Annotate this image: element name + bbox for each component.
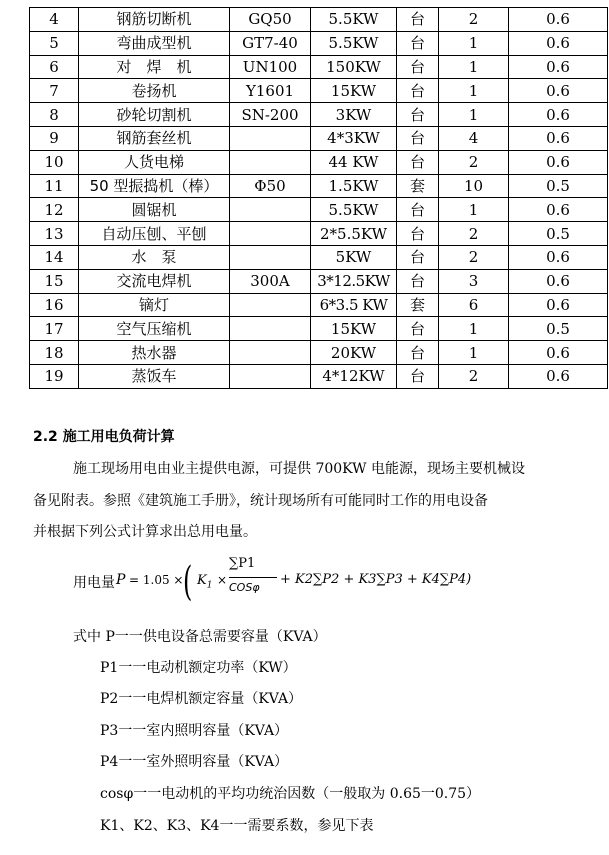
cell-coef: 0.6 <box>509 364 608 388</box>
cell-unit: 台 <box>397 150 439 174</box>
cell-no: 12 <box>30 198 79 222</box>
cell-name: 对 焊 机 <box>79 55 230 79</box>
cell-name: 水 泵 <box>79 245 230 269</box>
cell-no: 9 <box>30 126 79 150</box>
cell-power: 6*3.5 KW <box>311 293 397 317</box>
cell-unit: 台 <box>397 269 439 293</box>
cell-no: 7 <box>30 79 79 103</box>
formula-k1: $K_1$ <box>197 573 213 591</box>
cell-model <box>230 198 311 222</box>
formula-times: × <box>217 573 228 587</box>
cell-coef: 0.6 <box>509 269 608 293</box>
section-title: 施工用电负荷计算 <box>62 429 175 445</box>
cell-name: 空气压缩机 <box>79 317 230 341</box>
cell-model <box>230 317 311 341</box>
cell-model: 300A <box>230 269 311 293</box>
table-row <box>30 103 608 127</box>
cell-no: 18 <box>30 341 79 365</box>
cell-name: 自动压刨、平刨 <box>79 222 230 246</box>
cell-qty: 1 <box>439 198 509 222</box>
cell-model <box>230 222 311 246</box>
cell-no: 15 <box>30 269 79 293</box>
definition-line: 式中 P一一供电设备总需要容量（KVA） <box>73 629 327 645</box>
cell-model <box>230 341 311 365</box>
table-row <box>30 364 608 388</box>
cell-unit: 套 <box>397 174 439 198</box>
cell-qty: 1 <box>439 55 509 79</box>
cell-power: 15KW <box>311 317 397 341</box>
cell-no: 8 <box>30 103 79 127</box>
cell-unit: 台 <box>397 126 439 150</box>
cell-model: SN-200 <box>230 103 311 127</box>
cell-unit: 台 <box>397 341 439 365</box>
cell-unit: 台 <box>397 8 439 32</box>
cell-power: 4*12KW <box>311 364 397 388</box>
cell-unit: 台 <box>397 198 439 222</box>
cell-unit: 台 <box>397 245 439 269</box>
paragraph-line-1: 施工现场用电由业主提供电源，可提供 700KW 电能源，现场主要机械设 <box>73 461 525 477</box>
cell-power: 2*5.5KW <box>311 222 397 246</box>
cell-name: 蒸饭车 <box>79 364 230 388</box>
cell-unit: 台 <box>397 31 439 55</box>
cell-no: 17 <box>30 317 79 341</box>
cell-coef: 0.5 <box>509 174 608 198</box>
cell-no: 5 <box>30 31 79 55</box>
definition-line: P4一一室外照明容量（KVA） <box>100 754 289 770</box>
cell-qty: 1 <box>439 317 509 341</box>
cell-qty: 2 <box>439 150 509 174</box>
cell-coef: 0.5 <box>509 222 608 246</box>
table-row <box>30 341 608 365</box>
cell-qty: 1 <box>439 341 509 365</box>
cell-unit: 套 <box>397 293 439 317</box>
cell-model <box>230 364 311 388</box>
cell-name: 圆锯机 <box>79 198 230 222</box>
cell-coef: 0.6 <box>509 8 608 32</box>
cell-name: 砂轮切割机 <box>79 103 230 127</box>
cell-qty: 10 <box>439 174 509 198</box>
cell-no: 14 <box>30 245 79 269</box>
paragraph-line-3: 并根据下列公式计算求出总用电量。 <box>33 524 257 540</box>
table-row <box>30 126 608 150</box>
cell-name: 人货电梯 <box>79 150 230 174</box>
cell-no: 6 <box>30 55 79 79</box>
table-row <box>30 198 608 222</box>
formula-numerator: ∑P1 <box>229 556 256 571</box>
formula-prefix: 用电量 <box>73 575 115 591</box>
cell-coef: 0.6 <box>509 245 608 269</box>
cell-model <box>230 126 311 150</box>
cell-no: 19 <box>30 364 79 388</box>
cell-unit: 台 <box>397 55 439 79</box>
cell-coef: 0.6 <box>509 79 608 103</box>
cell-coef: 0.5 <box>509 317 608 341</box>
cell-name: 卷扬机 <box>79 79 230 103</box>
definition-line: K1、K2、K3、K4一一需要系数，参见下表 <box>100 818 374 834</box>
table-row <box>30 150 608 174</box>
formula-p: P <box>116 572 126 588</box>
cell-coef: 0.6 <box>509 150 608 174</box>
definition-line: P2一一电焊机额定容量（KVA） <box>100 691 303 707</box>
definition-line: cosφ一一电动机的平均功统治因数（一般取为 0.65一0.75） <box>100 786 481 802</box>
cell-power: 5.5KW <box>311 198 397 222</box>
cell-qty: 2 <box>439 245 509 269</box>
cell-qty: 2 <box>439 8 509 32</box>
section-number: 2.2 <box>33 429 58 445</box>
cell-no: 4 <box>30 8 79 32</box>
formula-equals: = 1.05 × <box>129 573 184 587</box>
table-row <box>30 317 608 341</box>
table-row <box>30 245 608 269</box>
cell-name: 50 型振捣机（棒） <box>79 174 230 198</box>
cell-model: UN100 <box>230 55 311 79</box>
section-heading <box>33 426 175 446</box>
cell-power: 5KW <box>311 245 397 269</box>
formula-rest: + K2∑P2 + K3∑P3 + K4∑P4) <box>280 572 472 587</box>
cell-power: 4*3KW <box>311 126 397 150</box>
cell-power: 3KW <box>311 103 397 127</box>
cell-unit: 台 <box>397 364 439 388</box>
cell-qty: 1 <box>439 103 509 127</box>
cell-power: 3*12.5KW <box>311 269 397 293</box>
table-row <box>30 174 608 198</box>
table-row <box>30 55 608 79</box>
cell-model: Φ50 <box>230 174 311 198</box>
table-row <box>30 293 608 317</box>
cell-coef: 0.6 <box>509 126 608 150</box>
equipment-table <box>29 7 608 389</box>
cell-power: 5.5KW <box>311 31 397 55</box>
cell-qty: 1 <box>439 31 509 55</box>
cell-unit: 台 <box>397 222 439 246</box>
cell-no: 10 <box>30 150 79 174</box>
cell-power: 20KW <box>311 341 397 365</box>
table-row <box>30 79 608 103</box>
cell-coef: 0.6 <box>509 293 608 317</box>
cell-qty: 2 <box>439 222 509 246</box>
definition-line: P3一一室内照明容量（KVA） <box>100 723 289 739</box>
definition-line: P1一一电动机额定功率（KW） <box>100 660 297 676</box>
cell-qty: 1 <box>439 79 509 103</box>
table-row <box>30 269 608 293</box>
cell-no: 16 <box>30 293 79 317</box>
cell-name: 交流电焊机 <box>79 269 230 293</box>
cell-power: 150KW <box>311 55 397 79</box>
cell-coef: 0.6 <box>509 341 608 365</box>
cell-qty: 4 <box>439 126 509 150</box>
table-row <box>30 31 608 55</box>
cell-qty: 3 <box>439 269 509 293</box>
cell-qty: 6 <box>439 293 509 317</box>
cell-power: 1.5KW <box>311 174 397 198</box>
cell-coef: 0.6 <box>509 198 608 222</box>
power-formula <box>73 556 493 612</box>
cell-no: 13 <box>30 222 79 246</box>
cell-name: 镝灯 <box>79 293 230 317</box>
cell-qty: 2 <box>439 364 509 388</box>
formula-denominator: COSφ <box>229 581 260 594</box>
cell-unit: 台 <box>397 317 439 341</box>
cell-unit: 台 <box>397 79 439 103</box>
table-row <box>30 8 608 32</box>
cell-power: 5.5KW <box>311 8 397 32</box>
cell-model: GT7-40 <box>230 31 311 55</box>
cell-coef: 0.6 <box>509 55 608 79</box>
cell-coef: 0.6 <box>509 103 608 127</box>
cell-model <box>230 150 311 174</box>
cell-model: Y1601 <box>230 79 311 103</box>
cell-name: 钢筋套丝机 <box>79 126 230 150</box>
cell-coef: 0.6 <box>509 31 608 55</box>
cell-name: 弯曲成型机 <box>79 31 230 55</box>
cell-model <box>230 245 311 269</box>
cell-unit: 台 <box>397 103 439 127</box>
cell-power: 44 KW <box>311 150 397 174</box>
cell-name: 钢筋切断机 <box>79 8 230 32</box>
paragraph-line-2: 备见附表。参照《建筑施工手册》，统计现场所有可能同时工作的用电设备 <box>33 493 488 509</box>
cell-model: GQ50 <box>230 8 311 32</box>
cell-no: 11 <box>30 174 79 198</box>
cell-power: 15KW <box>311 79 397 103</box>
cell-name: 热水器 <box>79 341 230 365</box>
fraction-bar <box>229 577 277 578</box>
cell-model <box>230 293 311 317</box>
formula-open-paren: ( <box>183 559 193 605</box>
table-row <box>30 222 608 246</box>
